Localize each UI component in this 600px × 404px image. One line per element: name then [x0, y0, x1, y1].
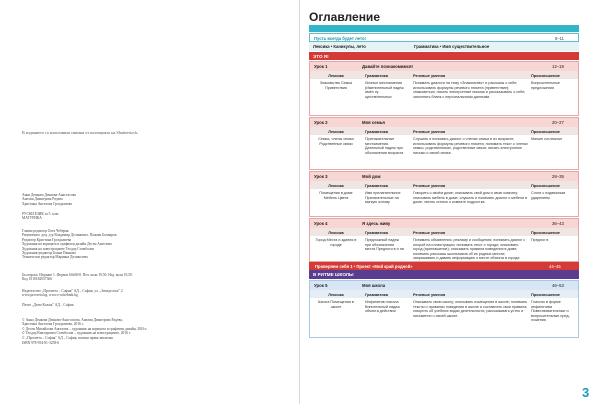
col-grammar: Грамматика [365, 129, 388, 134]
lesson-pages: 12–19 [552, 64, 564, 69]
col-speech: Речевые умения [413, 129, 446, 134]
copyright-line: © Теодор Викторович Стамболов – художник на илюстрациите, 2016 г. [22, 331, 131, 336]
copyright-block [22, 318, 147, 340]
cell-grammar: Личные местоимения (Именительный падеж имён существительных [365, 81, 404, 99]
section-heading-eto [309, 52, 579, 60]
cell-pronunciation: Предлог в [531, 238, 549, 242]
publisher-line: Издателство „Просвета – София" АД – София, ул. „Земеделска" 2 [22, 289, 123, 293]
column-headers [310, 181, 578, 189]
col-grammar: Грамматика [365, 73, 388, 78]
credit-line: Рецензенти: доц. д-р Владимир Делинович, Пламен Бъчваров [22, 233, 117, 238]
lesson-header [310, 219, 578, 228]
vocab-text: Лексика • Каникулы, лето [313, 44, 366, 49]
col-vocab: Лексика [328, 129, 344, 134]
author-line: Христина Ангелова Гроздалиева [22, 201, 72, 206]
lesson-number: Урок 2 [314, 120, 328, 125]
printer-info: Печат „Демо Колаж" АД – София [22, 303, 74, 307]
lesson-pages: 46–53 [552, 283, 564, 288]
lesson-number: Урок 1 [314, 64, 328, 69]
copyright-line: © Анна Денкова Денкова-Анастасова, Анелия Димитрова Радева, [22, 318, 123, 322]
lesson-block-2[interactable] [309, 117, 579, 170]
credit-line: Технически редактор Марияна Деликолева [22, 255, 88, 260]
credit-line: Художник на илюстрациите Теодор Стамболов [22, 246, 94, 251]
lesson-title: Мой дом [362, 174, 381, 179]
publisher-info [22, 289, 123, 298]
credit-line: Главен редактор Олга Чеберяк [22, 229, 69, 233]
column-headers [310, 71, 578, 79]
book-title-line: МАТУРИКА [22, 216, 42, 221]
toc-entry-start[interactable] [309, 33, 579, 42]
lesson-block-5[interactable] [309, 280, 579, 338]
cell-vocab: Школа Помещения в школе [318, 300, 354, 309]
column-headers [310, 127, 578, 135]
authors [22, 193, 76, 206]
cell-grammar: Притяжательные местоимения. Дательный падеж при обозначении возраста [365, 137, 404, 155]
cell-vocab: Город Места и здания в городе [315, 238, 357, 247]
col-pronunciation: Произношение [531, 230, 560, 235]
review-pages: 44–45 [549, 263, 561, 269]
lesson-title: Я здесь живу [362, 221, 391, 226]
col-speech: Речевые умения [413, 292, 446, 297]
col-grammar: Грамматика [365, 292, 388, 297]
cell-grammar: Инфинитив глагола Винительный падеж объекта действия [365, 300, 400, 314]
col-pronunciation: Произношение [531, 129, 560, 134]
lesson-number: Урок 4 [314, 221, 328, 226]
cell-pronunciation: Мягкие согласные [531, 137, 563, 141]
cell-vocab: Семья, члены семьи Родственные связи [318, 137, 354, 146]
start-vocab-row [309, 42, 579, 51]
lesson-pages: 20–27 [552, 120, 564, 125]
col-vocab: Лексика [328, 292, 344, 297]
toc-header-bar [309, 25, 579, 32]
lesson-block-1[interactable] [309, 61, 579, 116]
col-vocab: Лексика [328, 73, 344, 78]
cell-speech: Говорить о своём доме; описывать свой дом и свою комнату; описывать мебель в доме; слушать и понимать диалог о мебели в доме; читать статью о комнате подростка. [413, 191, 528, 205]
book-title [22, 212, 59, 221]
credit-line: Художник на корицата и графичен дизайн Десен Ангелова [22, 242, 112, 247]
credit-line: Редактор Кристина Гроздалиева [22, 237, 72, 242]
col-vocab: Лексика [328, 230, 344, 235]
col-speech: Речевые умения [413, 183, 446, 188]
column-headers [310, 290, 578, 298]
col-grammar: Грамматика [365, 183, 388, 188]
col-pronunciation: Произношение [531, 292, 560, 297]
lesson-pages: 28–35 [552, 174, 564, 179]
publisher-line: www.prosveta.bg, www.e-uchebnik.bg [22, 293, 78, 298]
lesson-block-4[interactable] [309, 218, 579, 262]
cell-speech: Понимать объявления, рекламу и сообщения; понимать диалог с опорой на иллюстрации; понимать текст о городе; описывать город (приглашение); описывать правила поведения в доме; понимать рассказы школьников об их родных местах; запрашивать и давать информацию о месте объекта в городе. [413, 238, 526, 261]
col-speech: Речевые умения [413, 230, 446, 235]
toc-entry-label: Пусть всегда будет лето! [314, 36, 366, 41]
lesson-header [310, 172, 578, 181]
lesson-number: Урок 3 [314, 174, 328, 179]
col-pronunciation: Произношение [531, 73, 560, 78]
isbn: ISBN 978-954-01-3258-6 [22, 341, 60, 345]
author-line: Анелия Димитрова Радева [22, 197, 63, 202]
lesson-header [310, 281, 578, 290]
editorial-credits [22, 229, 117, 260]
grammar-text: Грамматика • Имя существительное [414, 44, 490, 49]
cell-speech: Описывать свою школу; описывать помещения в школе; понимать тексты о правилах поведения в школе и составлять свои правила; говорить об учебных видах деятельности; рассказывать устно и письменно о своей школе. [413, 300, 528, 318]
cell-vocab: Знакомство Семья Приветствия [319, 81, 353, 90]
section-heading-ritm [309, 270, 579, 279]
credit-line: Художник-редактор Бояна Панкова [22, 251, 76, 256]
lesson-header [310, 62, 578, 71]
lesson-number: Урок 5 [314, 283, 328, 288]
col-vocab: Лексика [328, 183, 344, 188]
cell-vocab: Помещения в доме Мебель Цвета [319, 191, 353, 200]
col-grammar: Грамматика [365, 230, 388, 235]
print-specs [22, 273, 133, 282]
col-speech: Речевые умения [413, 73, 446, 78]
book-title-line: РУСКИ ЕЗИК за 5. клас [22, 212, 59, 216]
cell-pronunciation: Глаголы в форме инфинитива Повествовательные и вопросительные предложения [531, 300, 570, 323]
cell-speech: Слушать и понимать диалог о членах семьи и их возрасте; использовать формулы речевого этикета; понимать текст о членах семьи, родственниках, родственные связи; писать электронное письмо о своей семье. [413, 137, 528, 155]
toc-title: Оглавление [309, 10, 380, 24]
column-headers [310, 228, 578, 236]
copyright-line: © Десен Михайлова Ангелова – художник на корицата и графичен дизайн, 2016 г. [22, 326, 148, 331]
cell-pronunciation: Вопросительные предложения [531, 81, 560, 90]
cell-grammar: Предложный падеж при обозначении места Предлоги в и на [365, 238, 404, 252]
spec-line: Код 1010182037366 [22, 277, 52, 282]
review-project-row[interactable] [309, 262, 579, 270]
page-number: 3 [582, 385, 590, 400]
lesson-title: Моя школа [362, 283, 386, 288]
lesson-title: Давайте познакомимся! [362, 64, 413, 69]
lesson-header [310, 118, 578, 127]
lesson-pages: 36–43 [552, 221, 564, 226]
cell-grammar: Имя прилагательное Прилагательные на мягкую основу [365, 191, 401, 205]
col-pronunciation: Произношение [531, 183, 560, 188]
toc-entry-pages: 8–11 [555, 36, 565, 41]
section-title: ЭТО Я! [313, 53, 329, 59]
lesson-block-3[interactable] [309, 171, 579, 217]
copyright-line: © „Просвета – София" АД – София, всички права запазени. [22, 335, 114, 340]
page-gutter [299, 0, 300, 404]
section-title: В РИТМЕ ШКОЛЫ [313, 272, 354, 277]
author-line: Анна Денкова Денкова-Анастасова [22, 193, 76, 197]
cell-pronunciation: Слоги с подвижным ударением [531, 191, 566, 200]
spec-line: Българска. Издание 1. Формат 60x90/8. Печ. коли 19,50. Изд. коли 19,50. [22, 273, 133, 277]
cell-speech: Понимать диалоги на тему «Знакомство» и рассказы о себе; использовать формулы речевого этикета (приветствие); знакомиться; писать электронные письма и рассказывать о себе; заполнять бланк с персональными данными. [413, 81, 526, 99]
copyright-line: Христина Ангелова Гроздалиева, 2016 г. [22, 322, 84, 327]
lesson-title: Моя семья [362, 120, 385, 125]
review-label: Проверяем себя 1 • Проект «Мой край родной» [315, 263, 413, 269]
image-credit-notice: В изданието са използвани снимки от колекцията на Shutterstock. [22, 130, 139, 135]
